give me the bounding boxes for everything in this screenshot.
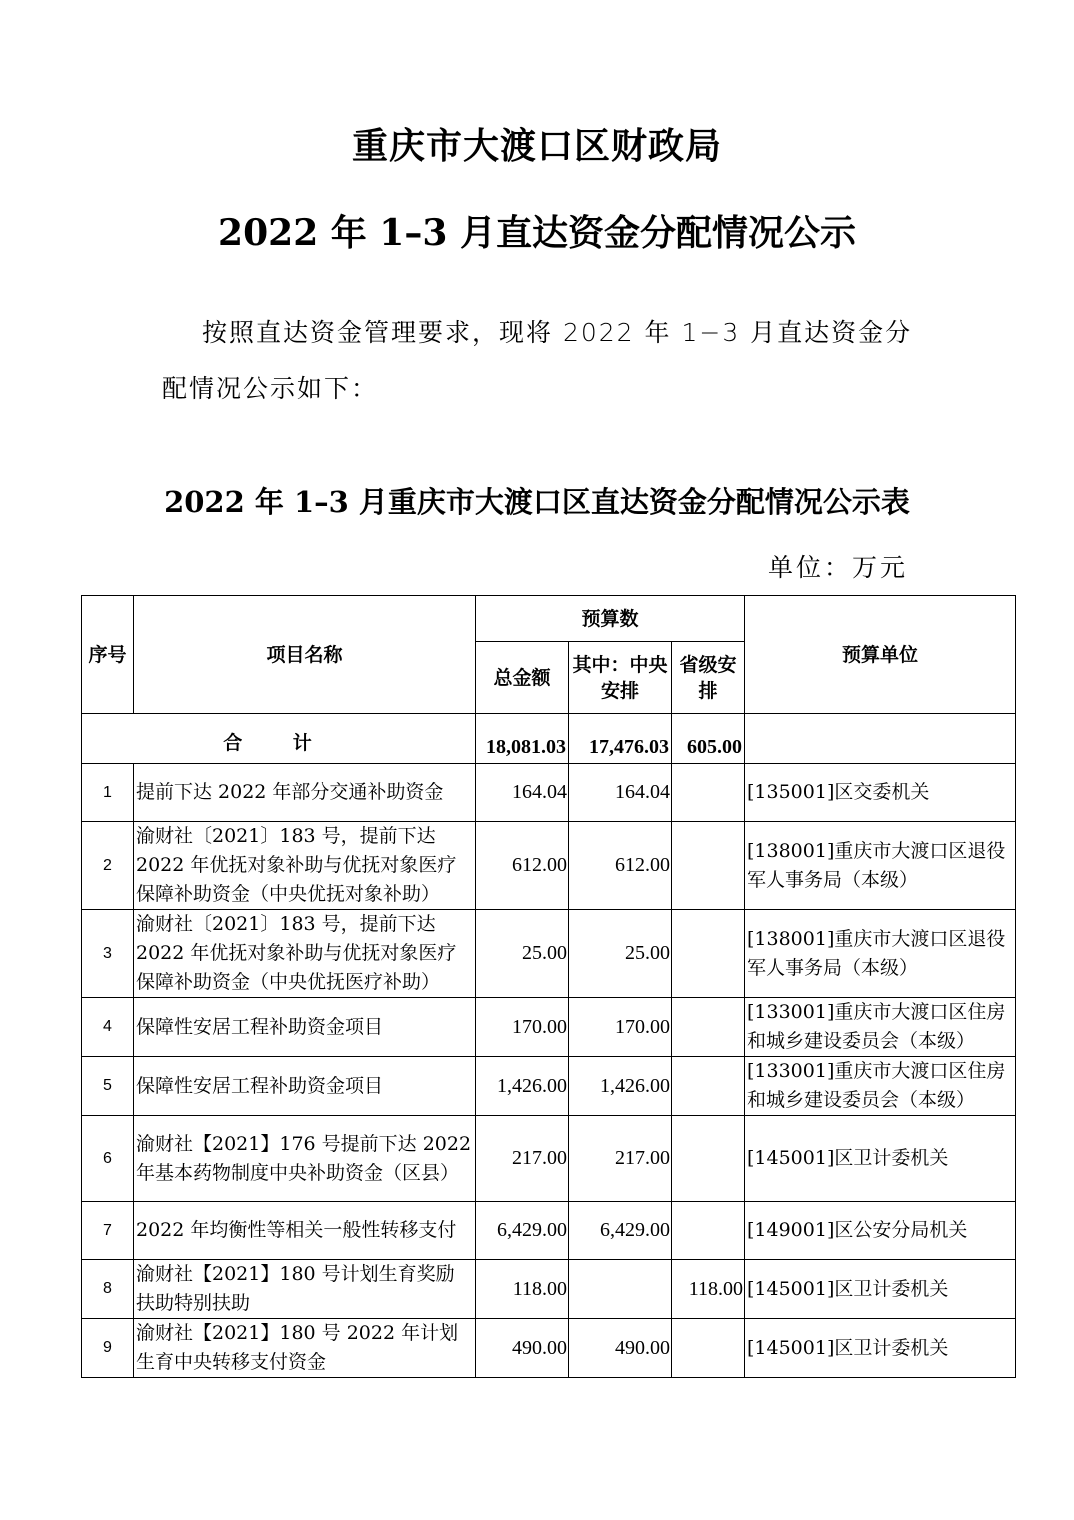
- row-project-name: 保障性安居工程补助资金项目: [134, 998, 476, 1057]
- row-budget-unit: [149001]区公安分局机关: [745, 1202, 1016, 1260]
- unit-label: 单位：万元: [768, 553, 909, 582]
- row-provincial-amount: [672, 1057, 745, 1116]
- row-budget-unit: [138001]重庆市大渡口区退役军人事务局（本级）: [745, 910, 1016, 998]
- table-row: [82, 764, 1016, 822]
- table-row: [82, 1260, 1016, 1319]
- row-seq: 7: [82, 1202, 134, 1260]
- row-provincial-amount: [672, 822, 745, 910]
- row-central-amount: 164.04: [569, 764, 672, 822]
- header-unit: 预算单位: [745, 596, 1016, 714]
- row-total-amount: 490.00: [476, 1319, 569, 1378]
- table-row: [82, 1202, 1016, 1260]
- row-provincial-amount: [672, 1319, 745, 1378]
- row-provincial-amount: [672, 764, 745, 822]
- row-total-amount: 164.04: [476, 764, 569, 822]
- total-label: 合 计: [82, 714, 476, 764]
- row-seq: 9: [82, 1319, 134, 1378]
- row-seq: 8: [82, 1260, 134, 1319]
- table-row: [82, 910, 1016, 998]
- row-budget-unit: [138001]重庆市大渡口区退役军人事务局（本级）: [745, 822, 1016, 910]
- document-title: 重庆市大渡口区财政局: [351, 125, 722, 167]
- row-provincial-amount: [672, 910, 745, 998]
- row-provincial-amount: [672, 1202, 745, 1260]
- row-seq: 5: [82, 1057, 134, 1116]
- row-project-name: 渝财社〔2021〕183 号，提前下达 2022 年优抚对象补助与优抚对象医疗保障补助资金（中央优抚对象补助）: [134, 822, 476, 910]
- intro-paragraph: [162, 305, 922, 417]
- row-seq: 3: [82, 910, 134, 998]
- row-project-name: 提前下达 2022 年部分交通补助资金: [134, 764, 476, 822]
- table-row: [82, 1116, 1016, 1202]
- row-total-amount: 6,429.00: [476, 1202, 569, 1260]
- row-central-amount: 6,429.00: [569, 1202, 672, 1260]
- row-project-name: 渝财社【2021】180 号 2022 年计划生育中央转移支付资金: [134, 1319, 476, 1378]
- row-provincial-amount: 118.00: [672, 1260, 745, 1319]
- header-name: 项目名称: [134, 596, 476, 714]
- table-row: [82, 822, 1016, 910]
- row-project-name: 渝财社〔2021〕183 号，提前下达 2022 年优抚对象补助与优抚对象医疗保障补助资金（中央优抚医疗补助）: [134, 910, 476, 998]
- header-total: 总金额: [476, 642, 569, 714]
- table-row: [82, 1057, 1016, 1116]
- table-title: 2022 年 1–3 月重庆市大渡口区直达资金分配情况公示表: [164, 485, 910, 519]
- row-total-amount: 25.00: [476, 910, 569, 998]
- total-unit: [745, 714, 1016, 764]
- table-row: [82, 998, 1016, 1057]
- document-subtitle: 2022 年 1–3 月直达资金分配情况公示: [218, 212, 856, 254]
- header-budget: 预算数: [476, 596, 745, 642]
- row-seq: 4: [82, 998, 134, 1057]
- row-central-amount: 217.00: [569, 1116, 672, 1202]
- header-central: 其中：中央安排: [569, 642, 672, 714]
- row-budget-unit: [145001]区卫计委机关: [745, 1116, 1016, 1202]
- row-central-amount: 490.00: [569, 1319, 672, 1378]
- total-provincial: 605.00: [672, 714, 745, 764]
- row-budget-unit: [145001]区卫计委机关: [745, 1319, 1016, 1378]
- table-row: [82, 1319, 1016, 1378]
- row-project-name: 2022 年均衡性等相关一般性转移支付: [134, 1202, 476, 1260]
- row-central-amount: [569, 1260, 672, 1319]
- row-seq: 1: [82, 764, 134, 822]
- row-central-amount: 25.00: [569, 910, 672, 998]
- row-seq: 2: [82, 822, 134, 910]
- row-budget-unit: [133001]重庆市大渡口区住房和城乡建设委员会（本级）: [745, 1057, 1016, 1116]
- row-total-amount: 217.00: [476, 1116, 569, 1202]
- row-budget-unit: [133001]重庆市大渡口区住房和城乡建设委员会（本级）: [745, 998, 1016, 1057]
- intro-line-2: 配情况公示如下：: [162, 374, 379, 403]
- row-total-amount: 170.00: [476, 998, 569, 1057]
- row-project-name: 渝财社【2021】176 号提前下达 2022 年基本药物制度中央补助资金（区县）: [134, 1116, 476, 1202]
- row-project-name: 保障性安居工程补助资金项目: [134, 1057, 476, 1116]
- row-budget-unit: [135001]区交委机关: [745, 764, 1016, 822]
- row-central-amount: 612.00: [569, 822, 672, 910]
- total-row: [82, 714, 1016, 764]
- row-central-amount: 170.00: [569, 998, 672, 1057]
- row-total-amount: 612.00: [476, 822, 569, 910]
- intro-line-1: 按照直达资金管理要求，现将 2022 年 1−3 月直达资金分: [202, 318, 913, 347]
- row-provincial-amount: [672, 998, 745, 1057]
- row-project-name: 渝财社【2021】180 号计划生育奖励扶助特别扶助: [134, 1260, 476, 1319]
- row-total-amount: 1,426.00: [476, 1057, 569, 1116]
- header-seq: 序号: [82, 596, 134, 714]
- header-provincial: 省级安排: [672, 642, 745, 714]
- row-central-amount: 1,426.00: [569, 1057, 672, 1116]
- allocation-table: [81, 595, 1016, 1378]
- row-seq: 6: [82, 1116, 134, 1202]
- row-budget-unit: [145001]区卫计委机关: [745, 1260, 1016, 1319]
- row-provincial-amount: [672, 1116, 745, 1202]
- row-total-amount: 118.00: [476, 1260, 569, 1319]
- total-amount: 18,081.03: [476, 714, 569, 764]
- total-central: 17,476.03: [569, 714, 672, 764]
